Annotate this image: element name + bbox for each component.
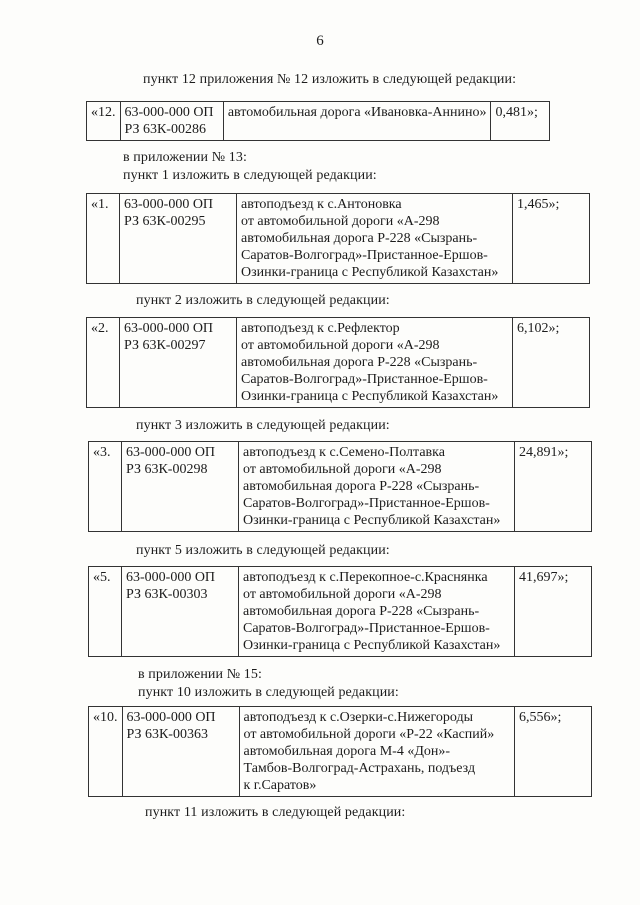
instruction-line: пункт 10 изложить в следующей редакции: bbox=[138, 685, 399, 700]
road-name-line: Озинки-граница с Республикой Казахстан» bbox=[241, 265, 499, 280]
item-number: «2. bbox=[91, 321, 109, 336]
instruction-line: в приложении № 13: bbox=[123, 150, 247, 165]
road-name-line: от автомобильной дороги «А-298 bbox=[241, 214, 440, 229]
road-name-line: Озинки-граница с Республикой Казахстан» bbox=[243, 638, 501, 653]
item-number: «10. bbox=[93, 710, 118, 725]
length-km-value: 6,556»; bbox=[519, 710, 562, 725]
item-number: «5. bbox=[93, 570, 111, 585]
instruction-line: пункт 1 изложить в следующей редакции: bbox=[123, 168, 377, 183]
length-km-value: 1,465»; bbox=[517, 197, 560, 212]
instruction-line: пункт 5 изложить в следующей редакции: bbox=[136, 543, 390, 558]
road-name-cell bbox=[237, 194, 513, 284]
item-number-cell bbox=[87, 102, 121, 141]
road-entry-table bbox=[86, 317, 590, 408]
road-entry-table bbox=[86, 101, 550, 141]
length-km-value: 41,697»; bbox=[519, 570, 569, 585]
instruction-line: пункт 12 приложения № 12 изложить в следующей редакции: bbox=[143, 72, 517, 87]
road-name-cell bbox=[239, 442, 515, 532]
table-row bbox=[87, 102, 550, 141]
item-number-cell bbox=[87, 194, 120, 284]
instruction-line: пункт 2 изложить в следующей редакции: bbox=[136, 293, 390, 308]
road-name-cell bbox=[239, 707, 515, 797]
road-name-cell bbox=[237, 318, 513, 408]
table-row bbox=[89, 567, 592, 657]
road-name-line: автоподъезд к с.Антоновка bbox=[241, 197, 402, 212]
road-name-line: Озинки-граница с Республикой Казахстан» bbox=[243, 513, 501, 528]
table-row bbox=[87, 194, 590, 284]
road-code-line: РЗ 63К-00286 bbox=[124, 122, 206, 137]
road-name-line: автоподъезд к с.Рефлектор bbox=[241, 321, 400, 336]
item-number-cell bbox=[87, 318, 120, 408]
road-code-line: РЗ 63К-00303 bbox=[126, 587, 208, 602]
road-code-line: 63-000-000 ОП bbox=[124, 105, 214, 120]
length-km-cell bbox=[515, 707, 592, 797]
road-code-line: РЗ 63К-00297 bbox=[124, 338, 206, 353]
road-code-line: 63-000-000 ОП bbox=[126, 570, 216, 585]
length-km-cell bbox=[491, 102, 550, 141]
road-name-line: автомобильная дорога Р-228 «Сызрань- bbox=[243, 479, 480, 494]
road-entry-table bbox=[86, 193, 590, 284]
road-entry-table bbox=[88, 566, 592, 657]
road-code-cell bbox=[120, 102, 223, 141]
road-name-line: автомобильная дорога Р-228 «Сызрань- bbox=[241, 355, 478, 370]
road-code-line: РЗ 63К-00363 bbox=[126, 727, 208, 742]
length-km-value: 24,891»; bbox=[519, 445, 569, 460]
instruction-line: в приложении № 15: bbox=[138, 667, 262, 682]
road-name-cell bbox=[239, 567, 515, 657]
page-number: 6 bbox=[316, 33, 324, 49]
road-code-line: 63-000-000 ОП bbox=[126, 710, 216, 725]
road-code-cell bbox=[122, 567, 239, 657]
road-entry-table bbox=[88, 706, 592, 797]
road-name-line: Озинки-граница с Республикой Казахстан» bbox=[241, 389, 499, 404]
road-entry-table bbox=[88, 441, 592, 532]
road-name-line: от автомобильной дороги «А-298 bbox=[241, 338, 440, 353]
road-name-line: к г.Саратов» bbox=[243, 778, 317, 793]
road-name-line: от автомобильной дороги «Р-22 «Каспий» bbox=[243, 727, 495, 742]
road-name-line: Саратов-Волгоград»-Пристанное-Ершов- bbox=[243, 621, 490, 636]
item-number: «12. bbox=[91, 105, 116, 120]
road-name-line: от автомобильной дороги «А-298 bbox=[243, 587, 442, 602]
item-number-cell bbox=[89, 567, 122, 657]
road-name-line: автоподъезд к с.Семено-Полтавка bbox=[243, 445, 445, 460]
road-name-line: Саратов-Волгоград»-Пристанное-Ершов- bbox=[241, 248, 488, 263]
road-name-line: Тамбов-Волгоград-Астрахань, подъезд bbox=[243, 761, 476, 776]
road-name-line: автоподъезд к с.Озерки-с.Нижегороды bbox=[243, 710, 474, 725]
length-km-cell bbox=[513, 318, 590, 408]
road-code-cell bbox=[120, 194, 237, 284]
road-code-line: РЗ 63К-00298 bbox=[126, 462, 208, 477]
road-name-line: от автомобильной дороги «А-298 bbox=[243, 462, 442, 477]
table-row bbox=[87, 318, 590, 408]
length-km-cell bbox=[513, 194, 590, 284]
road-name-cell bbox=[223, 102, 491, 141]
road-name-line: автоподъезд к с.Перекопное-с.Краснянка bbox=[243, 570, 488, 585]
road-name-line: автомобильная дорога Р-228 «Сызрань- bbox=[241, 231, 478, 246]
item-number-cell bbox=[89, 707, 123, 797]
road-code-line: 63-000-000 ОП bbox=[124, 321, 214, 336]
item-number: «3. bbox=[93, 445, 111, 460]
length-km-value: 6,102»; bbox=[517, 321, 560, 336]
road-code-cell bbox=[122, 442, 239, 532]
length-km-cell bbox=[515, 442, 592, 532]
length-km-cell bbox=[515, 567, 592, 657]
road-name-line: автомобильная дорога «Ивановка-Аннино» bbox=[227, 105, 487, 120]
road-name-line: Саратов-Волгоград»-Пристанное-Ершов- bbox=[243, 496, 490, 511]
road-name-line: Саратов-Волгоград»-Пристанное-Ершов- bbox=[241, 372, 488, 387]
length-km-value: 0,481»; bbox=[495, 105, 538, 120]
item-number-cell bbox=[89, 442, 122, 532]
instruction-line: пункт 3 изложить в следующей редакции: bbox=[136, 418, 390, 433]
road-code-line: 63-000-000 ОП bbox=[126, 445, 216, 460]
road-code-line: 63-000-000 ОП bbox=[124, 197, 214, 212]
road-name-line: автомобильная дорога Р-228 «Сызрань- bbox=[243, 604, 480, 619]
road-code-cell bbox=[122, 707, 239, 797]
item-number: «1. bbox=[91, 197, 109, 212]
road-code-line: РЗ 63К-00295 bbox=[124, 214, 206, 229]
instruction-line: пункт 11 изложить в следующей редакции: bbox=[145, 805, 406, 820]
road-name-line: автомобильная дорога М-4 «Дон»- bbox=[243, 744, 451, 759]
table-row bbox=[89, 442, 592, 532]
road-code-cell bbox=[120, 318, 237, 408]
table-row bbox=[89, 707, 592, 797]
